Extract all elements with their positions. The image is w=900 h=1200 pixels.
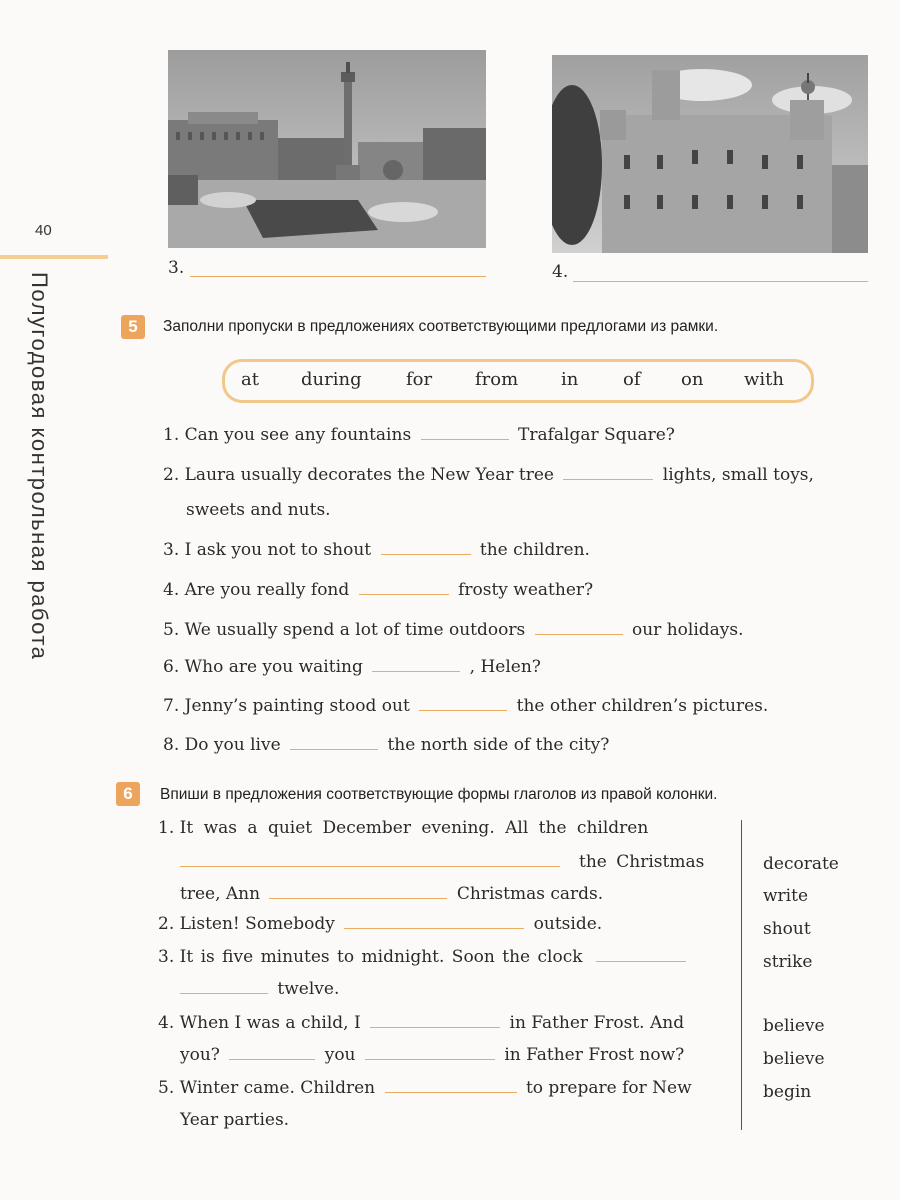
ex5-sentence-8 bbox=[163, 735, 609, 755]
sentence-text: Do you live bbox=[184, 735, 281, 755]
answer-blank[interactable] bbox=[596, 960, 686, 962]
verb-column-divider bbox=[741, 820, 742, 1130]
sentence-text: Christmas cards. bbox=[456, 884, 604, 904]
ex5-sentence-5 bbox=[163, 620, 744, 640]
ex6-sentence-5 bbox=[158, 1078, 692, 1098]
photo-tower-of-london bbox=[552, 55, 868, 253]
word-in: in bbox=[561, 369, 579, 390]
word-from: from bbox=[475, 369, 519, 390]
sentence-number: 2. bbox=[163, 465, 180, 485]
sentence-text: our holidays. bbox=[632, 620, 744, 640]
ex5-sentence-2 bbox=[163, 465, 814, 485]
photo-4-answer-line[interactable] bbox=[573, 281, 868, 282]
photo-trafalgar-square bbox=[168, 50, 486, 248]
answer-blank[interactable] bbox=[229, 1058, 315, 1060]
sentence-text: the north side of the city? bbox=[387, 735, 610, 755]
verb-strike: strike bbox=[763, 952, 813, 972]
verb-write: write bbox=[763, 886, 809, 906]
answer-blank[interactable] bbox=[365, 1058, 495, 1060]
sentence-text: the other children’s pictures. bbox=[516, 696, 769, 716]
sentence-number: 3. bbox=[158, 947, 175, 967]
word-for: for bbox=[406, 369, 433, 390]
exercise-6-badge: 6 bbox=[116, 782, 140, 806]
answer-blank[interactable] bbox=[421, 438, 509, 440]
exercise-5-badge: 5 bbox=[121, 315, 145, 339]
sentence-text: Are you really fond bbox=[184, 580, 350, 600]
sentence-text: Can you see any fountains bbox=[184, 425, 412, 445]
verb-decorate: decorate bbox=[763, 854, 839, 874]
ex6-sentence-1-c bbox=[180, 884, 603, 904]
ex5-sentence-1 bbox=[163, 425, 675, 445]
sentence-text: you? bbox=[180, 1045, 220, 1065]
sentence-text: I ask you not to shout bbox=[184, 540, 372, 560]
sentence-number: 7. bbox=[163, 696, 180, 716]
sentence-text: It was a quiet December evening. All the children bbox=[179, 818, 649, 838]
sentence-text: Laura usually decorates the New Year tree bbox=[184, 465, 554, 485]
answer-blank[interactable] bbox=[372, 670, 460, 672]
sentence-text: Winter came. Children bbox=[179, 1078, 376, 1098]
ex6-sentence-4-b bbox=[180, 1045, 684, 1065]
answer-blank[interactable] bbox=[290, 748, 378, 750]
sentence-text: We usually spend a lot of time outdoors bbox=[184, 620, 526, 640]
ex5-sentence-2-cont: sweets and nuts. bbox=[186, 500, 331, 520]
answer-blank[interactable] bbox=[344, 927, 524, 929]
sentence-text: you bbox=[324, 1045, 356, 1065]
answer-blank[interactable] bbox=[419, 709, 507, 711]
margin-title-container bbox=[26, 272, 56, 702]
ex6-sentence-1-b: the Christmas bbox=[579, 852, 705, 872]
word-with: with bbox=[744, 369, 784, 390]
sentence-text: in Father Frost now? bbox=[504, 1045, 685, 1065]
sentence-number: 1. bbox=[158, 818, 175, 838]
sentence-text: twelve. bbox=[277, 979, 340, 999]
ex5-sentence-3 bbox=[163, 540, 590, 560]
word-during: during bbox=[301, 369, 362, 390]
sentence-text: the children. bbox=[479, 540, 590, 560]
verb-begin: begin bbox=[763, 1082, 812, 1102]
ex6-sentence-5-b: Year parties. bbox=[180, 1110, 290, 1130]
answer-blank[interactable] bbox=[269, 897, 447, 899]
sentence-text: lights, small toys, bbox=[662, 465, 814, 485]
photo-3-caption: 3. bbox=[168, 258, 185, 278]
ex6-sentence-3-b bbox=[180, 979, 339, 999]
word-of: of bbox=[623, 369, 641, 390]
exercise-5-instruction: Заполни пропуски в предложениях соответствующими предлогами из рамки. bbox=[163, 318, 719, 335]
sentence-text: When I was a child, I bbox=[179, 1013, 361, 1033]
sentence-number: 3. bbox=[163, 540, 180, 560]
ex5-sentence-7 bbox=[163, 696, 768, 716]
sentence-text: Jenny’s painting stood out bbox=[184, 696, 410, 716]
answer-blank[interactable] bbox=[563, 478, 653, 480]
ex6-sentence-1 bbox=[158, 818, 648, 838]
verb-believe-1: believe bbox=[763, 1016, 825, 1036]
sentence-text: , Helen? bbox=[469, 657, 541, 677]
trafalgar-square-image bbox=[168, 50, 486, 248]
margin-title: Полугодовая контрольная работа bbox=[27, 272, 52, 661]
sentence-number: 8. bbox=[163, 735, 180, 755]
ex6-sentence-3 bbox=[158, 947, 690, 967]
verb-believe-2: believe bbox=[763, 1049, 825, 1069]
sentence-text: in Father Frost. And bbox=[509, 1013, 685, 1033]
word-on: on bbox=[681, 369, 704, 390]
sentence-text: Listen! Somebody bbox=[179, 914, 335, 934]
answer-blank[interactable] bbox=[385, 1091, 517, 1093]
margin-rule bbox=[0, 255, 108, 259]
sentence-number: 5. bbox=[163, 620, 180, 640]
exercise-6-instruction: Впиши в предложения соответствующие формы глаголов из правой колонки. bbox=[160, 786, 718, 803]
answer-blank[interactable] bbox=[381, 553, 471, 555]
sentence-text: It is five minutes to midnight. Soon the clock bbox=[179, 947, 583, 967]
sentence-number: 5. bbox=[158, 1078, 175, 1098]
sentence-number: 4. bbox=[158, 1013, 175, 1033]
sentence-number: 1. bbox=[163, 425, 180, 445]
ex5-sentence-6 bbox=[163, 657, 541, 677]
answer-blank[interactable] bbox=[180, 866, 560, 867]
sentence-text: tree, Ann bbox=[180, 884, 261, 904]
ex6-sentence-4 bbox=[158, 1013, 684, 1033]
photo-3-answer-line[interactable] bbox=[190, 276, 486, 277]
verb-shout: shout bbox=[763, 919, 811, 939]
page-number: 40 bbox=[35, 222, 52, 239]
sentence-number: 4. bbox=[163, 580, 180, 600]
sentence-number: 2. bbox=[158, 914, 175, 934]
word-box bbox=[222, 359, 814, 403]
answer-blank[interactable] bbox=[535, 633, 623, 635]
sentence-number: 6. bbox=[163, 657, 180, 677]
sentence-text: Trafalgar Square? bbox=[517, 425, 675, 445]
sentence-text: frosty weather? bbox=[458, 580, 594, 600]
sentence-text: outside. bbox=[533, 914, 603, 934]
word-at: at bbox=[241, 369, 259, 390]
ex5-sentence-4 bbox=[163, 580, 593, 600]
ex6-sentence-2 bbox=[158, 914, 602, 934]
answer-blank[interactable] bbox=[359, 593, 449, 595]
photo-4-caption: 4. bbox=[552, 262, 569, 282]
answer-blank[interactable] bbox=[180, 992, 268, 994]
sentence-text: Who are you waiting bbox=[184, 657, 363, 677]
tower-of-london-image bbox=[552, 55, 868, 253]
answer-blank[interactable] bbox=[370, 1026, 500, 1028]
sentence-text: to prepare for New bbox=[525, 1078, 692, 1098]
